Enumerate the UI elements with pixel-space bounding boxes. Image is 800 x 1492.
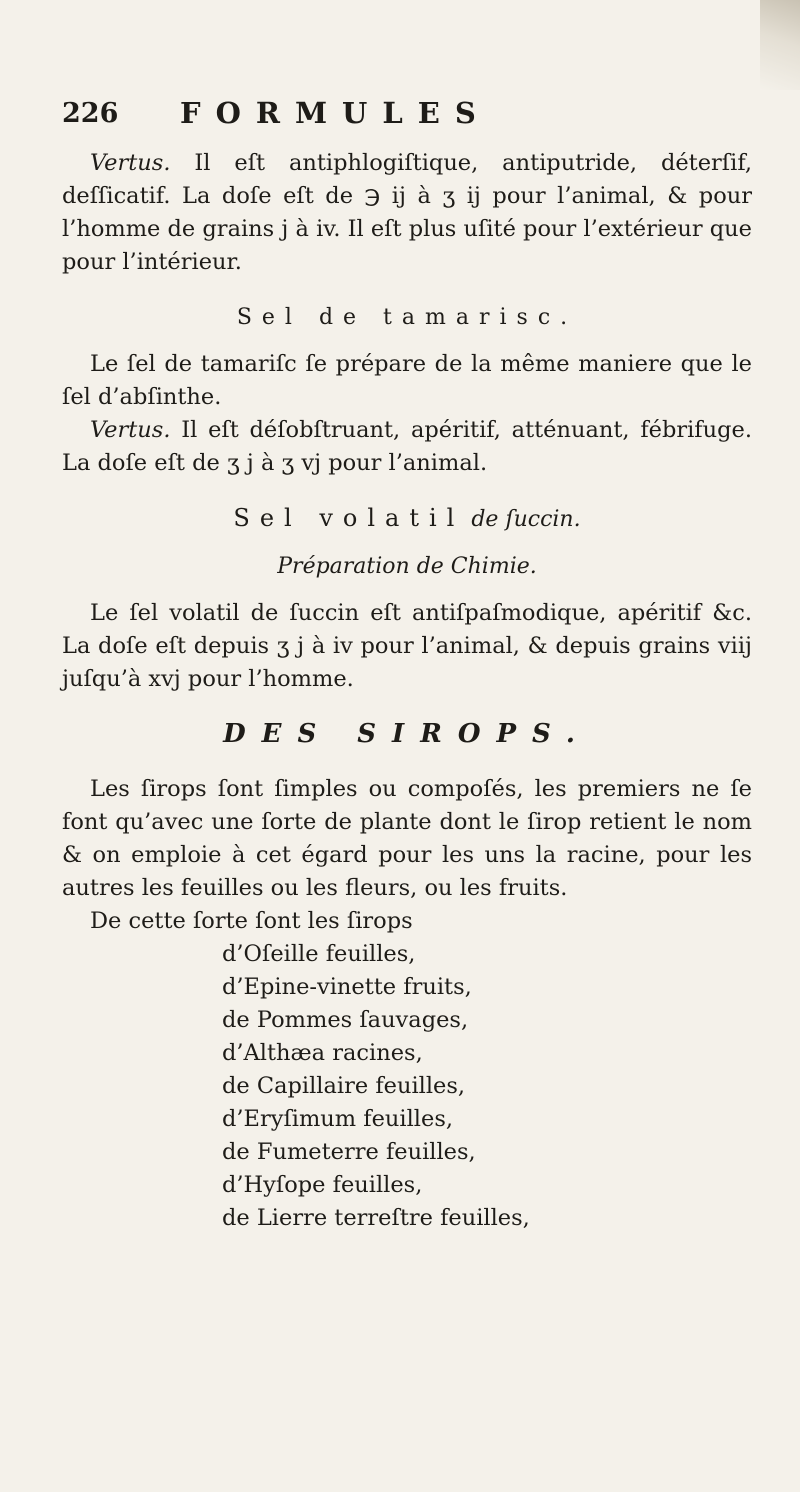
vertus-text: Il eſt antiphlogiſtique, antiputride, déterſif, deſſicatif. La doſe eſt de ℈ ij à ʒ ij pour l’animal, & pour l’homme de grains j à iv. Il eſt plus uſité pour l’extérieur que pour l’intérieur. [62,150,752,275]
sirops-list-intro: De cette ſorte ſont les ſirops [90,908,413,934]
sel-volatil-paragraph: Le ſel volatil de ſuccin eſt antiſpaſmodique, apéritif &c. La doſe eſt depuis ʒ j à iv pour l’animal, & depuis grains viij juſqu’à xvj pour l’homme. [62,600,752,692]
list-item: de Lierre terreſtre feuilles, [222,1205,530,1231]
list-item: d’Althæa racines, [222,1040,423,1066]
vertus-label: Vertus. [90,150,171,176]
page-body [62,147,752,1235]
list-item: de Pommes ſauvages, [222,1007,469,1033]
section-title-italic: de ſuccin. [471,507,581,532]
running-head: FORMULES [180,96,491,130]
section-subtitle: Préparation de Chimie. [277,554,537,579]
list-item: de Fumeterre feuilles, [222,1139,476,1165]
vertus-text: Il eſt déſobſtruant, apéritif, atténuant, fébrifuge. La doſe eſt de ʒ j à ʒ vj pour l’animal. [62,417,753,476]
list-item: d’Eryſimum feuilles, [222,1106,454,1132]
sirops-paragraph: Les ſirops ſont ſimples ou compoſés, les premiers ne ſe font qu’avec une ſorte de plante dont le ſirop retient le nom & on emploie à cet égard pour les uns la racine, pour les autres les feuilles ou les fleurs, ou les fruits. [62,776,752,901]
sirops-list [222,938,752,1235]
list-item: de Capillaire feuilles, [222,1073,466,1099]
section-title-sel-volatil [62,502,752,536]
section-heading-des-sirops: DES SIROPS. [223,719,591,749]
list-item: d’Oſeille feuilles, [222,941,416,967]
section-title-main: Sel volatil [233,504,465,532]
vertus-paragraph [62,147,752,279]
sel-tamarisc-vertus [62,414,752,480]
page-corner-shadow [760,0,800,90]
section-title-sel-tamarisc: Sel de tamarisc. [236,305,578,330]
list-item: d’Epine-vinette fruits, [222,974,472,1000]
page-number: 226 [62,98,119,129]
page-header [62,98,742,138]
list-item: d’Hyſope feuilles, [222,1172,423,1198]
sel-tamarisc-paragraph: Le ſel de tamariſc ſe prépare de la même maniere que le ſel d’abſinthe. [62,351,752,410]
vertus-label: Vertus. [90,417,171,443]
